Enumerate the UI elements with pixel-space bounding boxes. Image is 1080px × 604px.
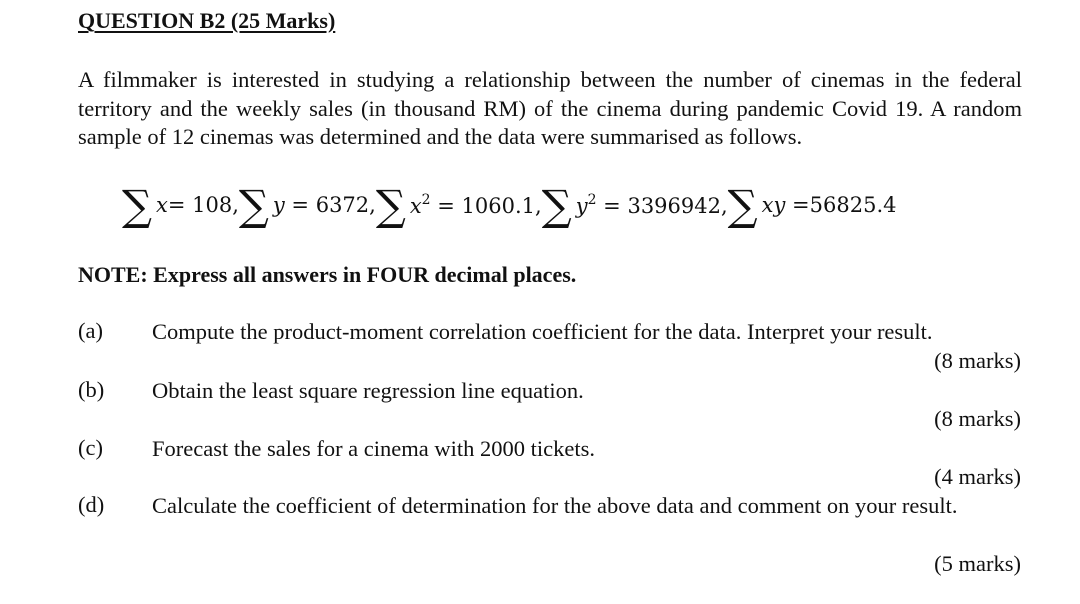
summary-equals: = — [284, 193, 316, 217]
summation-symbol: ∑ — [122, 181, 152, 230]
part-a-text: Compute the product-moment correlation coefficient for the data. Interpret your result. — [152, 319, 933, 344]
summary-variable: x — [409, 194, 422, 218]
summary-exponent: 2 — [421, 192, 431, 208]
part-b-label: (b) — [78, 377, 105, 402]
summation-symbol: ∑ — [727, 181, 758, 230]
summary-value: 3396942 — [627, 194, 721, 218]
summation-symbol: ∑ — [541, 181, 572, 230]
summary-value: 6372 — [315, 193, 370, 217]
part-a-label: (a) — [78, 318, 103, 343]
summary-separator: , — [232, 193, 239, 217]
summary-equals: = — [785, 193, 810, 217]
summary-equals: = — [167, 193, 193, 217]
sum-y-squared-term — [541, 181, 728, 230]
part-d-label: (d) — [78, 492, 105, 517]
summary-statistics — [122, 180, 897, 230]
summary-exponent: 2 — [587, 192, 597, 208]
summary-variable: xy — [761, 193, 786, 217]
summary-separator: , — [369, 193, 376, 217]
summary-separator: , — [535, 194, 542, 218]
part-a-marks: (8 marks) — [934, 348, 1021, 373]
part-b-marks: (8 marks) — [934, 406, 1021, 431]
summation-symbol: ∑ — [375, 181, 406, 230]
sum-x-term — [122, 181, 239, 230]
summary-value: 56825.4 — [809, 193, 897, 217]
summary-equals: = — [430, 194, 462, 218]
part-c-marks: (4 marks) — [934, 464, 1021, 489]
summary-value: 108 — [192, 193, 233, 217]
question-title: QUESTION B2 (25 Marks) — [78, 8, 336, 33]
sum-y-term — [238, 181, 376, 230]
summary-variable: y — [575, 194, 588, 218]
part-b-text: Obtain the least square regression line equation. — [152, 378, 584, 403]
summation-symbol: ∑ — [238, 181, 269, 230]
note-text: NOTE: Express all answers in FOUR decimal places. — [78, 262, 577, 287]
summary-variable: x — [155, 193, 168, 217]
part-d-marks: (5 marks) — [934, 551, 1021, 576]
question-intro: A filmmaker is interested in studying a relationship between the number of cinemas in the federal territory and the weekly sales (in thousand RM) of the cinema during pandemic Covid 19. A random sample of 12 cinemas was determined and the data were summarised as follows. — [78, 67, 1022, 149]
part-d-text: Calculate the coefficient of determination for the above data and comment on your result. — [152, 493, 958, 518]
part-c-label: (c) — [78, 435, 103, 460]
sum-xy-term — [727, 181, 897, 230]
summary-equals: = — [596, 194, 628, 218]
summary-variable: y — [272, 193, 285, 217]
sum-x-squared-term — [375, 181, 542, 230]
summary-separator: , — [720, 194, 728, 218]
part-c-text: Forecast the sales for a cinema with 2000 tickets. — [152, 436, 595, 461]
summary-value: 1060.1 — [461, 194, 536, 218]
